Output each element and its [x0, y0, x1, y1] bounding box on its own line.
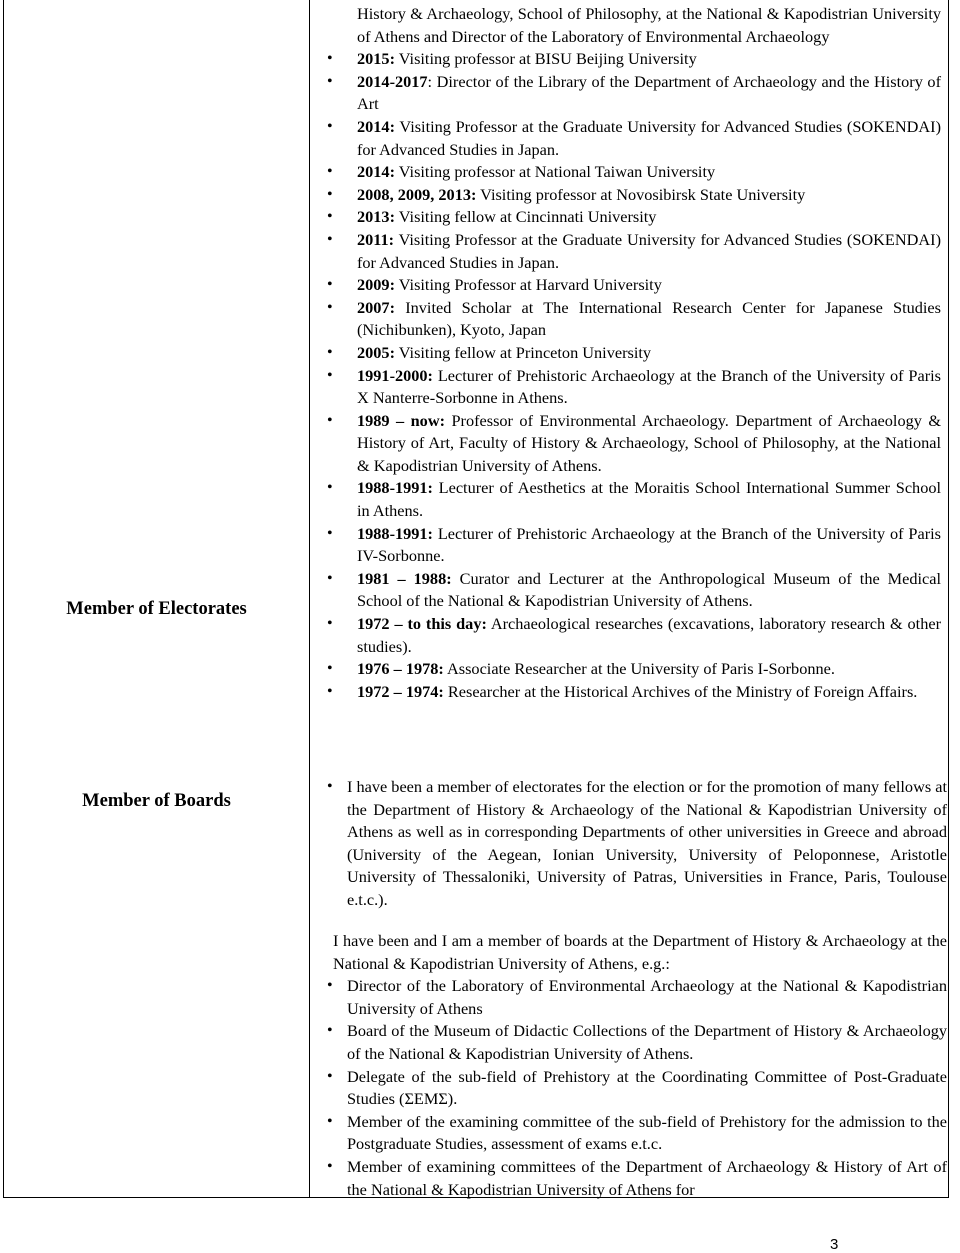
- career-item: • 2008, 2009, 2013: Visiting professor at Novosibirsk State University: [325, 184, 941, 207]
- board-item: • Delegate of the sub-field of Prehistory at the Coordinating Committee of Post-Graduate Studies (ΣΕΜΣ).: [325, 1066, 947, 1111]
- column-divider: [309, 0, 310, 1198]
- board-item: • Member of examining committees of the Department of Archaeology & History of Art of the National & Kapodistrian University of Athens for: [325, 1156, 947, 1201]
- board-item: • Board of the Museum of Didactic Collections of the Department of History & Archaeology of the National & Kapodistrian University of Athens.: [325, 1020, 947, 1065]
- career-item: • 1981 – 1988: Curator and Lecturer at the Anthropological Museum of the Medical School of the National & Kapodistrian University of Athens.: [325, 568, 941, 613]
- career-item: • 2014: Visiting professor at National Taiwan University: [325, 161, 941, 184]
- career-item: • 2014: Visiting Professor at the Graduate University for Advanced Studies (SOKENDAI) for Advanced Studies in Japan.: [325, 116, 941, 161]
- career-item: • 2013: Visiting fellow at Cincinnati University: [325, 206, 941, 229]
- career-list: [325, 48, 941, 703]
- career-item: • 1972 – 1974: Researcher at the Historical Archives of the Ministry of Foreign Affairs.: [325, 681, 941, 704]
- boards-section: [325, 930, 947, 1201]
- label-member-of-electorates: Member of Electorates: [66, 599, 247, 619]
- page-number: 3: [830, 1236, 839, 1253]
- board-item: • Director of the Laboratory of Environmental Archaeology at the National & Kapodistrian University of Athens: [325, 975, 947, 1020]
- career-section: [325, 3, 941, 703]
- career-item: • 2011: Visiting Professor at the Graduate University for Advanced Studies (SOKENDAI) for Advanced Studies in Japan.: [325, 229, 941, 274]
- label-member-of-boards: Member of Boards: [82, 791, 231, 811]
- career-continuation-text: History & Archaeology, School of Philosophy, at the National & Kapodistrian University of Athens and Director of the Laboratory of Environmental Archaeology: [357, 4, 941, 46]
- boards-list: [325, 975, 947, 1201]
- career-item: • 1989 – now: Professor of Environmental Archaeology. Department of Archaeology & History of Art, Faculty of History & Archaeology, School of Philosophy, at the National & Kapodistrian University of Athens.: [325, 410, 941, 478]
- electorates-section: [325, 776, 947, 912]
- career-item: • 2014-2017: Director of the Library of the Department of Archaeology and the History of Art: [325, 71, 941, 116]
- career-item: • 2005: Visiting fellow at Princeton University: [325, 342, 941, 365]
- career-item: • 1991-2000: Lecturer of Prehistoric Archaeology at the Branch of the University of Paris X Nanterre-Sorbonne in Athens.: [325, 365, 941, 410]
- career-item: • 2015: Visiting professor at BISU Beijing University: [325, 48, 941, 71]
- boards-intro: I have been and I am a member of boards at the Department of History & Archaeology at the National & Kapodistrian University of Athens, e.g.:: [333, 931, 947, 973]
- career-item: • 1972 – to this day: Archaeological researches (excavations, laboratory research & other studies).: [325, 613, 941, 658]
- career-item: • 1988-1991: Lecturer of Aesthetics at the Moraitis School International Summer School in Athens.: [325, 477, 941, 522]
- career-item: • 1976 – 1978: Associate Researcher at the University of Paris I-Sorbonne.: [325, 658, 941, 681]
- board-item: • Member of the examining committee of the sub-field of Prehistory for the admission to the Postgraduate Studies, assessment of exams e.t.c.: [325, 1111, 947, 1156]
- electorates-item: • I have been a member of electorates for the election or for the promotion of many fellows at the Department of History & Archaeology of the National & Kapodistrian University of Athens as well as in corresponding Departments of other universities in Greece and abroad (University of the Aegean, Ionian University, University of Peloponnese, Aristotle University of Thessaloniki, University of Patras, Universities in France, Paris, Toulouse e.t.c.).: [325, 776, 947, 912]
- career-item: • 2009: Visiting Professor at Harvard University: [325, 274, 941, 297]
- career-item: • 2007: Invited Scholar at The International Research Center for Japanese Studies (Nichibunken), Kyoto, Japan: [325, 297, 941, 342]
- career-item: • 1988-1991: Lecturer of Prehistoric Archaeology at the Branch of the University of Paris IV-Sorbonne.: [325, 523, 941, 568]
